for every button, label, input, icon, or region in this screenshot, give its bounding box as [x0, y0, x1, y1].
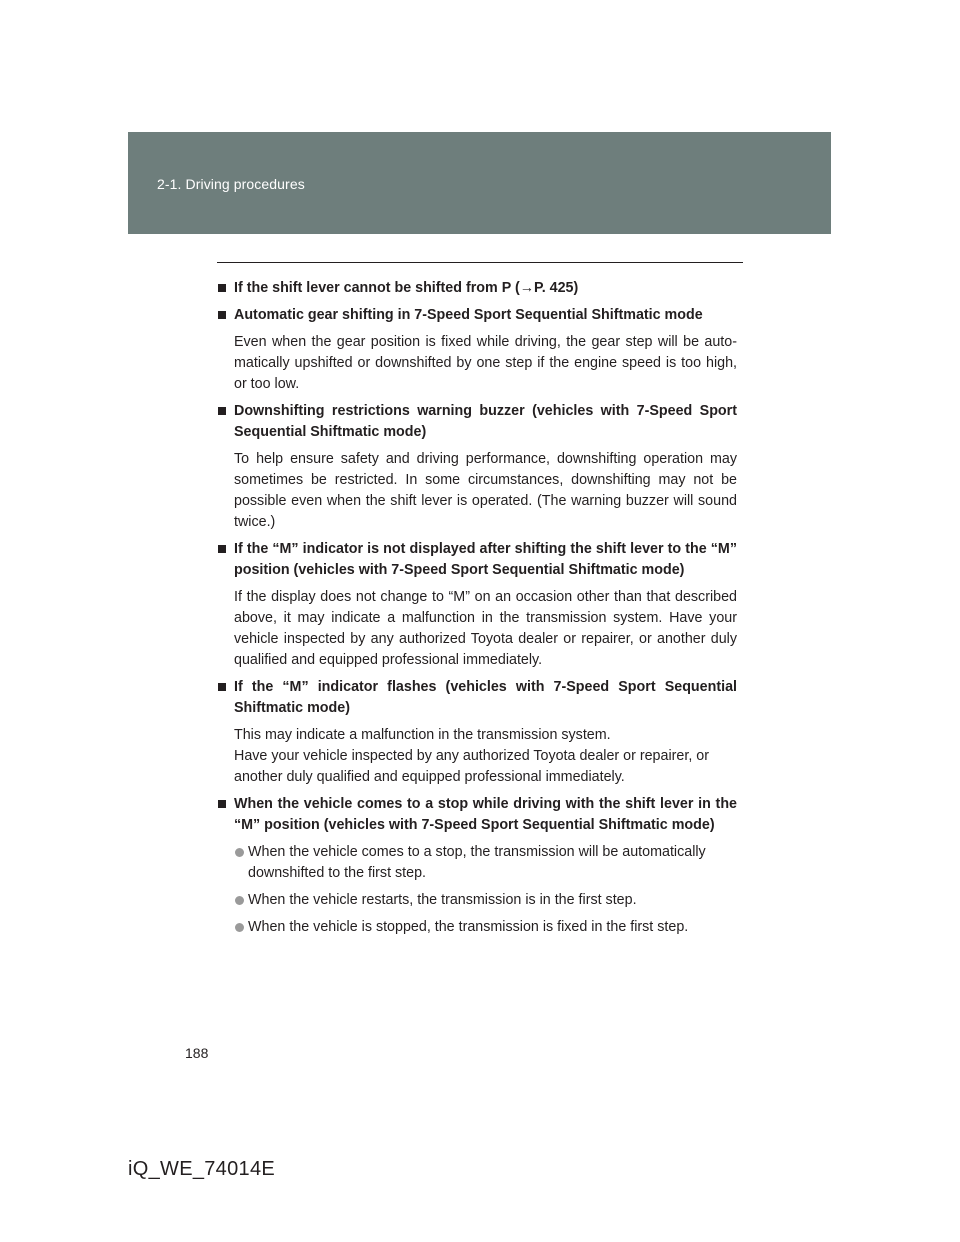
entry-paragraph: Even when the gear position is fixed while driving, the gear step will be auto-matically upshifted or downshifted by one step if the engine speed is too high, or too low.: [234, 334, 737, 392]
entry-paragraph-line: This may indicate a malfunction in the transmission system.: [234, 727, 611, 743]
content-body: [217, 278, 737, 944]
entry-heading: [217, 401, 737, 443]
square-bullet-icon: [218, 407, 226, 415]
section-header-band: [128, 132, 831, 234]
entry-heading: [217, 305, 737, 326]
circle-bullet-icon: [235, 896, 244, 905]
entry-heading: [217, 677, 737, 719]
square-bullet-icon: [218, 311, 226, 319]
circle-bullet-icon: [235, 848, 244, 857]
entry-heading: [217, 539, 737, 581]
entry-heading: [217, 278, 737, 299]
list-item: [217, 917, 737, 938]
entry-heading-text: When the vehicle comes to a stop while driving with the shift lever in the “M” position (vehicles with 7-Speed Sport Sequential Shiftmatic mode): [234, 796, 737, 833]
entry-automatic-gear-shifting: [217, 305, 737, 395]
document-code: iQ_WE_74014E: [128, 1158, 276, 1180]
entry-heading-text: Automatic gear shifting in 7-Speed Sport Sequential Shiftmatic mode: [234, 307, 703, 323]
entry-paragraph-line: Have your vehicle inspected by any authorized Toyota dealer or repairer, or another duly qualified and equipped professional immediately.: [234, 748, 709, 785]
entry-heading-text: If the “M” indicator flashes (vehicles with 7-Speed Sport Sequential Shiftmatic mode): [234, 679, 737, 716]
entry-paragraph: [217, 725, 737, 788]
entry-heading-text: If the “M” indicator is not displayed after shifting the shift lever to the “M” position (vehicles with 7-Speed Sport Sequential Shiftmatic mode): [234, 541, 737, 578]
list-item: [217, 890, 737, 911]
entry-paragraph: If the display does not change to “M” on an occasion other than that described above, it may indicate a malfunction in the transmission system. Have your vehicle inspected by any authorized Toyota dealer or repairer, or another duly qualified and equipped professional immediately.: [234, 589, 737, 668]
entry-downshifting-buzzer: [217, 401, 737, 533]
square-bullet-icon: [218, 800, 226, 808]
square-bullet-icon: [218, 683, 226, 691]
list-item-text: When the vehicle restarts, the transmission is in the first step.: [248, 892, 637, 908]
entry-heading-text: Downshifting restrictions warning buzzer (vehicles with 7-Speed Sport Sequential Shiftmatic mode): [234, 403, 737, 440]
page-number: 188: [185, 1045, 209, 1061]
circle-bullet-icon: [235, 923, 244, 932]
entry-m-indicator-not-displayed: [217, 539, 737, 671]
square-bullet-icon: [218, 545, 226, 553]
section-title: 2-1. Driving procedures: [157, 176, 305, 192]
entry-heading-text: If the shift lever cannot be shifted from P (→P. 425): [234, 280, 579, 296]
entry-paragraph: To help ensure safety and driving performance, downshifting operation may sometimes be restricted. In some circumstances, downshifting may not be possible even when the shift lever is operated. (The warning buzzer will sound twice.): [234, 451, 737, 530]
square-bullet-icon: [218, 284, 226, 292]
entry-heading: [217, 794, 737, 836]
list-item-text: When the vehicle is stopped, the transmission is fixed in the first step.: [248, 919, 689, 935]
entry-vehicle-stop-m-position: [217, 794, 737, 938]
entry-m-indicator-flashes: [217, 677, 737, 788]
top-divider: [217, 262, 743, 263]
list-item-text: When the vehicle comes to a stop, the transmission will be automatically downshifted to the first step.: [248, 844, 706, 881]
list-item: [217, 842, 737, 884]
entry-shift-lever-p: [217, 278, 737, 299]
